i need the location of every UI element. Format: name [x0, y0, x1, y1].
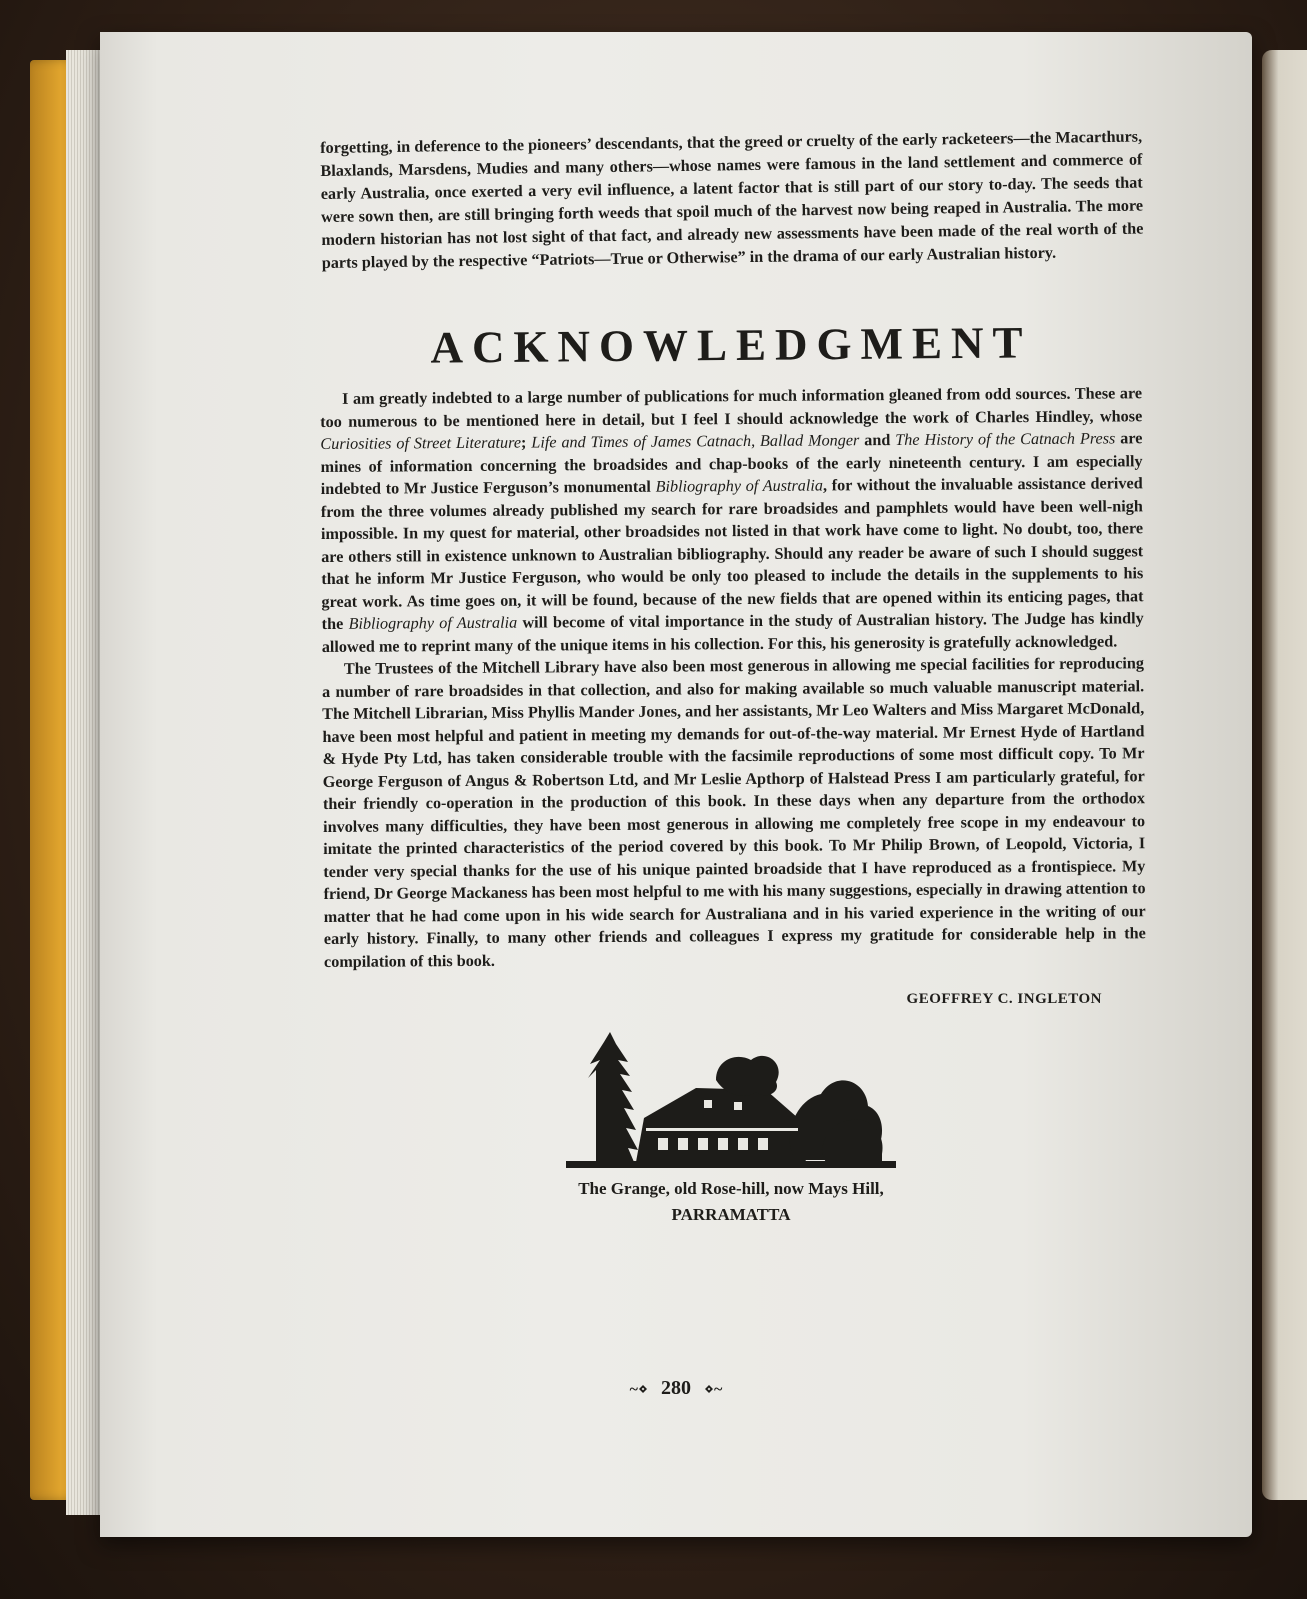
para1-text-1: I am greatly indebted to a large number of publications for much information gleaned from odd sources. These are too numerous to be mentioned here in detail, but I feel I should acknowledge the work of Charles Hindley, whose — [320, 383, 1143, 431]
book-title-bibliography-2: Bibliography of Australia — [348, 613, 518, 633]
caption-line-1: The Grange, old Rose-hill, now Mays Hill, — [578, 1178, 884, 1198]
illustration-caption — [320, 1176, 1142, 1228]
page-number: 280 — [661, 1377, 691, 1399]
continued-paragraph: forgetting, in deference to the pioneers’ descendants, that the greed or cruelty of the early racketeers—the Macarthurs, Blaxlands, Marsdens, Mudies and many others—whose names were famous in the land settlement and commerce of early Australia, once exerted a very evil influence, a latent factor that is still part of our story to-day. The seeds that were sown then, are still bringing forth weeds that spoil much of the harvest now being reaped in Australia. The more modern historian has not lost sight of that fact, and already new assessments have been made of the real worth of the parts played by the respective “Patriots—True or Otherwise” in the drama of our early Australian history. — [320, 127, 1144, 273]
house-engraving-icon — [566, 1030, 896, 1170]
author-signature: GEOFFREY C. INGLETON — [906, 990, 1102, 1007]
page-heading: ACKNOWLEDGMENT — [430, 316, 1032, 373]
book-title-bibliography-1: Bibliography of Australia — [655, 476, 824, 496]
caption-line-2: PARRAMATTA — [671, 1204, 791, 1224]
para1-text-5: , for without the invaluable assistance derived from the three volumes already published my search for rare broadsides and pamphlets would have been well-nigh impossible. In my quest for material, other broadsides not listed in that work have come to light. No doubt, too, there are others still in existence unknown to Australian bibliography. Should any reader be aware of such I should suggest that he inform Mr Justice Ferguson, who would be only too pleased to include the details in the supplements to his great work. As time goes on, it will be found, because of the new fields that are opened within its enticing pages, that the — [320, 473, 1144, 633]
para1-text-3: and — [859, 430, 896, 449]
acknowledgment-body — [320, 382, 1146, 973]
book-title-curiosities: Curiosities of Street Literature — [320, 433, 522, 453]
page-text-block — [320, 127, 1146, 1228]
ornament-left-icon: ~⋄ — [629, 1381, 648, 1398]
ornament-right-icon: ⋄~ — [704, 1381, 723, 1398]
book-title-catnach-press: The History of the Catnach Press — [895, 429, 1116, 449]
para1-text-6: will become of vital importance in the study of Australian history. The Judge has kindly allowed me to reprint many of the unique items in his collection. For this, his generosity is gratefully acknowledged. — [321, 608, 1144, 656]
book-page — [100, 32, 1252, 1537]
acknowledgment-paragraph-1 — [320, 382, 1144, 658]
facing-page-edge — [1262, 50, 1307, 1500]
para1-text-4: are mines of information concerning the broadsides and chap-books of the early nineteenth century. I am especially indebted to Mr Justice Ferguson’s monumental — [320, 428, 1143, 498]
acknowledgment-paragraph-2: The Trustees of the Mitchell Library have also been most generous in allowing me special facilities for reproducing a number of rare broadsides in that collection, and also for making available so much valuable manuscript material. The Mitchell Librarian, Miss Phyllis Mander Jones, and her assistants, Mr Leo Walters and Miss Margaret McDonald, have been most helpful and patient in meeting my demands for out-of-the-way material. Mr Ernest Hyde of Hartland & Hyde Pty Ltd, has taken considerable trouble with the facsimile reproductions of some most difficult copy. To Mr George Ferguson of Angus & Robertson Ltd, and Mr Leslie Apthorp of Halstead Press I am particularly grateful, for their friendly co-operation in the production of this book. In these days when any departure from the orthodox involves many difficulties, they have been most generous in allowing me completely free scope in my endeavour to imitate the printed characteristics of the period covered by this book. To Mr Philip Brown, of Leopold, Victoria, I tender very special thanks for the use of his unique painted broadside that I have reproduced as a frontispiece. My friend, Dr George Mackaness has been most helpful to me with his many suggestions, especially in drawing attention to matter that he had come upon in his wide search for Australiana and in his varied experience in the writing of our early history. Finally, to many other friends and colleagues I express my gratitude for considerable help in the compilation of this book. — [322, 653, 1146, 971]
book-title-catnach-life: Life and Times of James Catnach, Ballad Monger — [531, 430, 860, 452]
page-footer — [100, 1377, 1252, 1400]
para1-text-2: ; — [520, 433, 532, 452]
